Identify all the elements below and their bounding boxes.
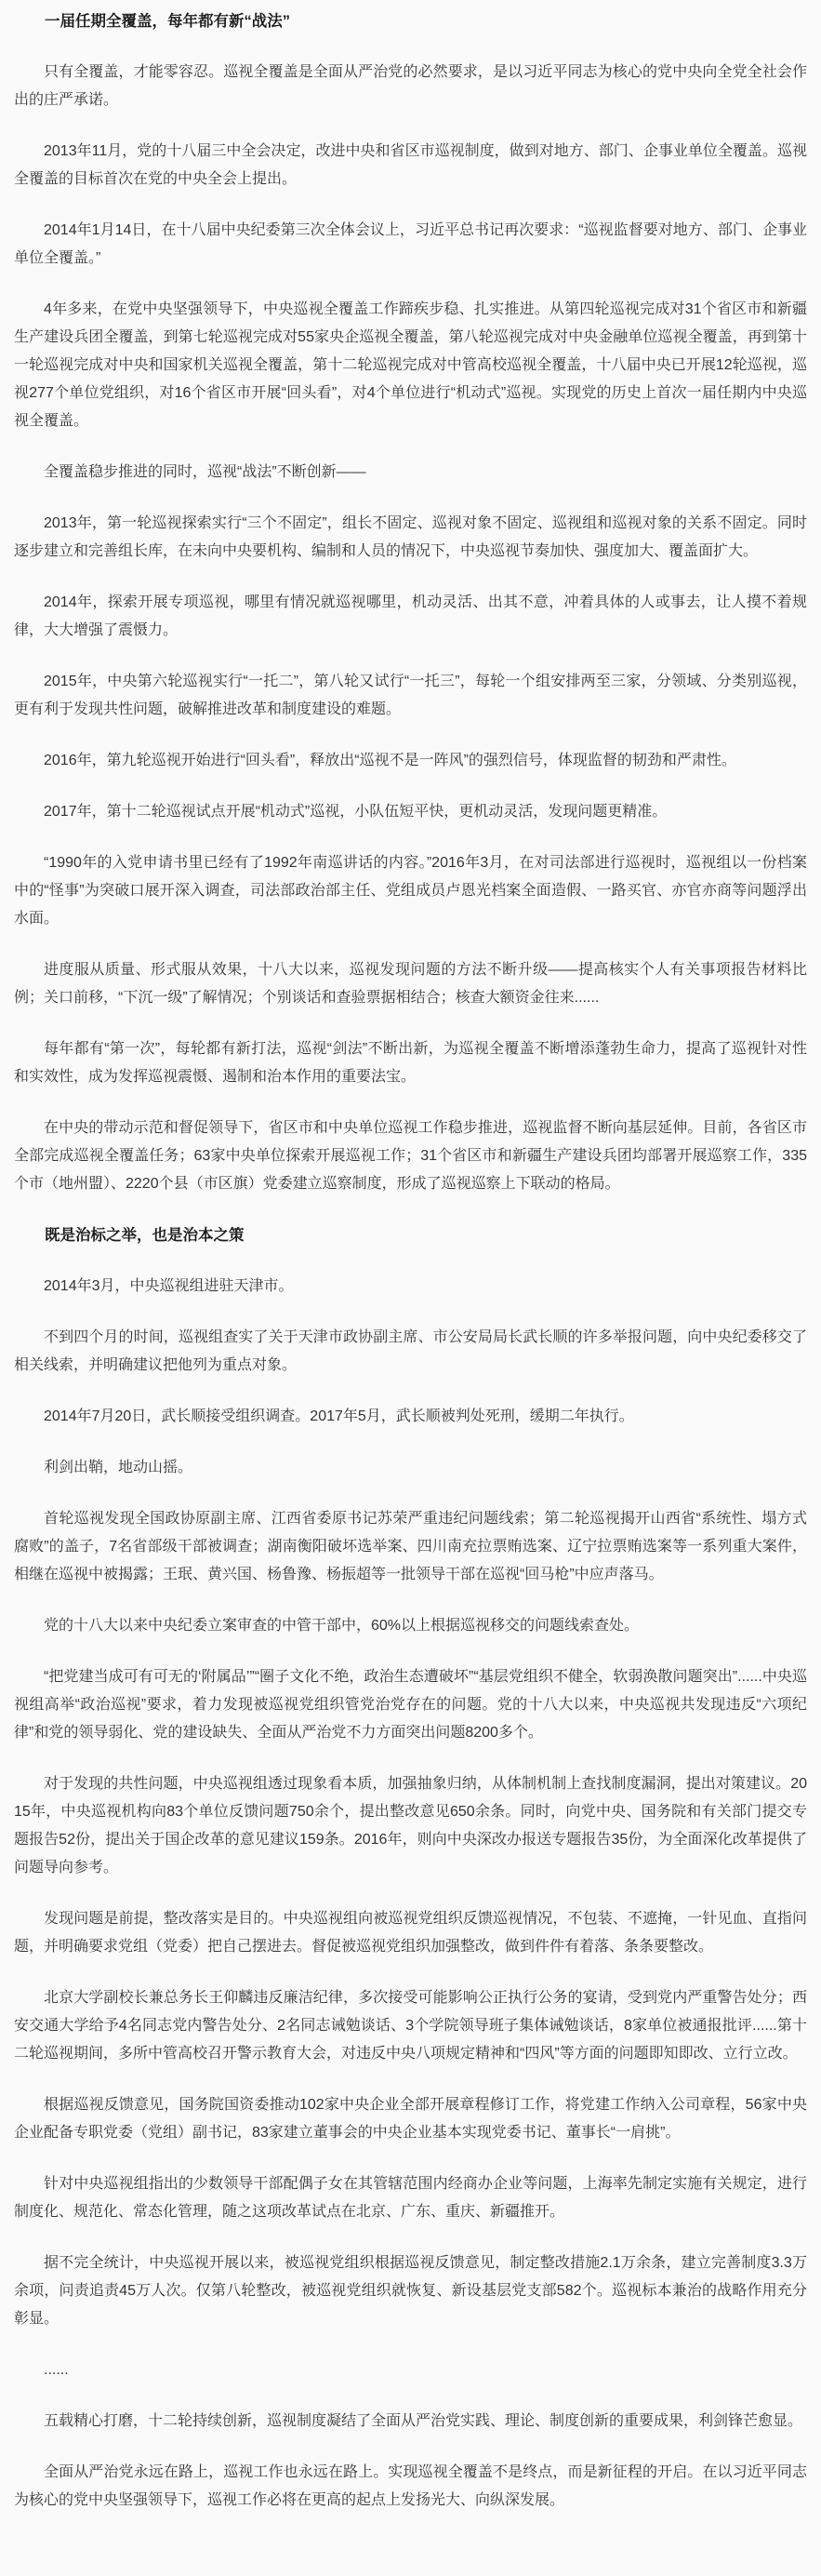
article-paragraph: “1990年的入党申请书里已经有了1992年南巡讲话的内容。”2016年3月，在对司法部进行巡视时，巡视组以一份档案中的“怪事”为突破口展开深入调查，司法部政治部主任、党组成员卢恩光档案全面造假、一路买官、亦官亦商等问题浮出水面。 bbox=[14, 855, 807, 927]
article-paragraph: 2014年，探索开展专项巡视，哪里有情况就巡视哪里，机动灵活、出其不意，冲着具体的人或事去，让人摸不着规律，大大增强了震慑力。 bbox=[14, 594, 807, 638]
article-paragraph: 发现问题是前提，整改落实是目的。中央巡视组向被巡视党组织反馈巡视情况，不包装、不遮掩，一针见血、直指问题，并明确要求党组（党委）把自己摆进去。督促被巡视党组织加强整改，做到件件有着落、条条要整改。 bbox=[14, 1911, 807, 1955]
article-paragraph: 党的十八大以来中央纪委立案审查的中管干部中，60%以上根据巡视移交的问题线索查处。 bbox=[44, 1618, 640, 1634]
article-paragraph: 2014年1月14日，在十八届中央纪委第三次全体会议上，习近平总书记再次要求：“巡视监督要对地方、部门、企事业单位全覆盖。” bbox=[14, 222, 807, 266]
article-paragraph: 2016年，第九轮巡视开始进行“回头看”，释放出“巡视不是一阵风”的强烈信号，体现监督的韧劲和严肃性。 bbox=[44, 753, 736, 768]
article-paragraph: 2017年，第十二轮巡视试点开展“机动式”巡视，小队伍短平快，更机动灵活，发现问题更精准。 bbox=[44, 804, 668, 820]
article-paragraph: “把党建当成可有可无的‘附属品’”“圈子文化不绝，政治生态遭破坏”“基层党组织不健全，软弱涣散问题突出”......中央巡视组高举“政治巡视”要求，着力发现被巡视党组织管党治党存在的问题。党的十八大以来，中央巡视共发现违反“六项纪律”和党的领导弱化、党的建设缺失、全面从严治党不力方面突出问题8200多个。 bbox=[14, 1669, 807, 1741]
article-paragraph: 北京大学副校长兼总务长王仰麟违反廉洁纪律，多次接受可能影响公正执行公务的宴请，受到党内严重警告处分；西安交通大学给予4名同志党内警告处分、2名同志诫勉谈话、3个学院领导班子集体诫勉谈话，8家单位被通报批评......第十二轮巡视期间，多所中管高校召开警示教育大会，对违反中央八项规定精神和“四风”等方面的问题即知即改、立行立改。 bbox=[14, 1990, 807, 2062]
section-heading: 一届任期全覆盖，每年都有新“战法” bbox=[45, 13, 290, 30]
article-paragraph: 每年都有“第一次”，每轮都有新打法，巡视“剑法”不断出新，为巡视全覆盖不断增添蓬勃生命力，提高了巡视针对性和实效性，成为发挥巡视震慑、遏制和治本作用的重要法宝。 bbox=[14, 1041, 807, 1085]
article-paragraph: 据不完全统计，中央巡视开展以来，被巡视党组织根据巡视反馈意见，制定整改措施2.1万余条，建立完善制度3.3万余项，问责追责45万人次。仅第八轮整改，被巡视党组织就恢复、新设基层党支部582个。巡视标本兼治的战略作用充分彰显。 bbox=[14, 2255, 807, 2327]
article-paragraph: 全覆盖稳步推进的同时，巡视“战法”不断创新—— bbox=[44, 464, 366, 480]
article-paragraph: 针对中央巡视组指出的少数领导干部配偶子女在其管辖范围内经商办企业等问题，上海率先制定实施有关规定，进行制度化、规范化、常态化管理，随之这项改革试点在北京、广东、重庆、新疆推开。 bbox=[14, 2176, 807, 2220]
article-paragraph: 根据巡视反馈意见，国务院国资委推动102家中央企业全部开展章程修订工作，将党建工作纳入公司章程，56家中央企业配备专职党委（党组）副书记，83家建立董事会的中央企业基本实现党委书记、董事长“一肩挑”。 bbox=[14, 2097, 807, 2141]
article-paragraph: ...... bbox=[44, 2362, 69, 2378]
article-paragraph: 利剑出鞘，地动山摇。 bbox=[44, 1460, 193, 1475]
article-paragraph: 五载精心打磨，十二轮持续创新，巡视制度凝结了全面从严治党实践、理论、制度创新的重要成果，利剑锋芒愈显。 bbox=[44, 2413, 803, 2429]
article-paragraph: 2014年3月，中央巡视组进驻天津市。 bbox=[44, 1278, 294, 1294]
article-paragraph: 2014年7月20日，武长顺接受组织调查。2017年5月，武长顺被判处死刑，缓期二年执行。 bbox=[44, 1408, 634, 1424]
article-paragraph: 2015年，中央第六轮巡视实行“一托二”，第八轮又试行“一托三”，每轮一个组安排两至三家，分领域、分类别巡视，更有利于发现共性问题，破解推进改革和制度建设的难题。 bbox=[14, 674, 807, 717]
article-paragraph: 对于发现的共性问题，中央巡视组透过现象看本质，加强抽象归纳，从体制机制上查找制度漏洞，提出对策建议。2015年，中央巡视机构向83个单位反馈问题750余个，提出整改意见650余条。同时，向党中央、国务院和有关部门提交专题报告52份，提出关于国企改革的意见建议159条。2016年，则向中央深改办报送专题报告35份，为全面深化改革提供了问题导向参考。 bbox=[14, 1776, 807, 1875]
article-paragraph: 2013年11月，党的十八届三中全会决定，改进中央和省区市巡视制度，做到对地方、部门、企事业单位全覆盖。巡视全覆盖的目标首次在党的中央全会上提出。 bbox=[14, 143, 807, 187]
article-paragraph: 在中央的带动示范和督促领导下，省区市和中央单位巡视工作稳步推进，巡视监督不断向基层延伸。目前，各省区市全部完成巡视全覆盖任务；63家中央单位探索开展巡视工作；31个省区市和新疆生产建设兵团均部署开展巡察工作，335个市（地州盟）、2220个县（市区旗）党委建立巡察制度，形成了巡视巡察上下联动的格局。 bbox=[14, 1120, 807, 1192]
article-paragraph: 4年多来，在党中央坚强领导下，中央巡视全覆盖工作蹄疾步稳、扎实推进。从第四轮巡视完成对31个省区市和新疆生产建设兵团全覆盖，到第七轮巡视完成对55家央企巡视全覆盖，第八轮巡视完成对中央金融单位巡视全覆盖，再到第十一轮巡视完成对中央和国家机关巡视全覆盖，第十二轮巡视完成对中管高校巡视全覆盖，十八届中央已开展12轮巡视，巡视277个单位党组织，对16个省区市开展“回头看”，对4个单位进行“机动式”巡视。实现党的历史上首次一届任期内中央巡视全覆盖。 bbox=[14, 301, 807, 429]
article-paragraph: 只有全覆盖，才能零容忍。巡视全覆盖是全面从严治党的必然要求，是以习近平同志为核心的党中央向全党全社会作出的庄严承诺。 bbox=[14, 64, 807, 108]
article-paragraph: 不到四个月的时间，巡视组查实了关于天津市政协副主席、市公安局局长武长顺的许多举报问题，向中央纪委移交了相关线索，并明确建议把他列为重点对象。 bbox=[14, 1329, 807, 1373]
article-paragraph: 进度服从质量、形式服从效果，十八大以来，巡视发现问题的方法不断升级——提高核实个人有关事项报告材料比例；关口前移，“下沉一级”了解情况；个别谈话和查验票据相结合；核查大额资金往来...... bbox=[14, 962, 807, 1006]
article-paragraph: 2013年，第一轮巡视探索实行“三个不固定”，组长不固定、巡视对象不固定、巡视组和巡视对象的关系不固定。同时逐步建立和完善组长库，在未向中央要机构、编制和人员的情况下，中央巡视节奏加快、强度加大、覆盖面扩大。 bbox=[14, 515, 807, 559]
section-heading: 既是治标之举，也是治本之策 bbox=[45, 1227, 245, 1244]
article-paragraph: 全面从严治党永远在路上，巡视工作也永远在路上。实现巡视全覆盖不是终点，而是新征程的开启。在以习近平同志为核心的党中央坚强领导下，巡视工作必将在更高的起点上发扬光大、向纵深发展。 bbox=[14, 2464, 807, 2508]
article-paragraph: 首轮巡视发现全国政协原副主席、江西省委原书记苏荣严重违纪问题线索；第二轮巡视揭开山西省“系统性、塌方式腐败”的盖子，7名省部级干部被调查；湖南衡阳破坏选举案、四川南充拉票贿选案、辽宁拉票贿选案等一系列重大案件，相继在巡视中被揭露；王珉、黄兴国、杨鲁豫、杨振超等一批领导干部在巡视“回马枪”中应声落马。 bbox=[14, 1511, 807, 1582]
